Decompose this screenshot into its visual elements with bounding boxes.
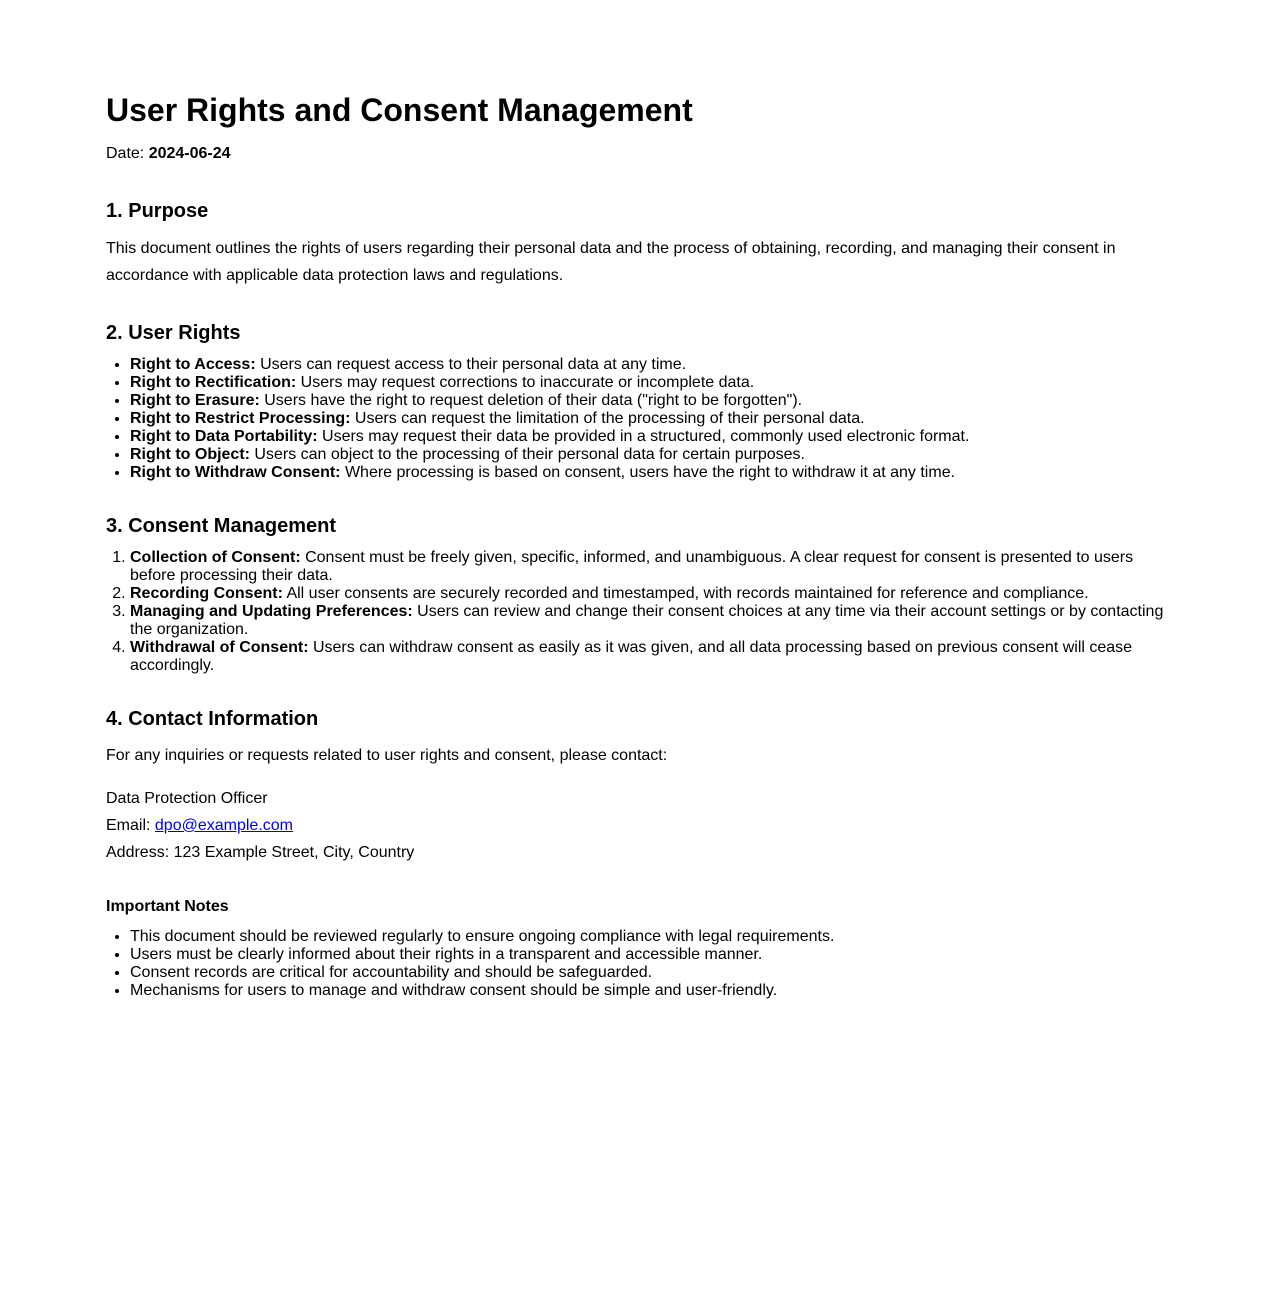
list-item-text: Consent must be freely given, specific, informed, and unambiguous. A clear request for consent is presented to users before processing their data. [130, 549, 1134, 584]
list-item-text: Users have the right to request deletion of their data ("right to be forgotten"). [259, 392, 803, 409]
list-item [130, 392, 1172, 410]
list-item-text: Users may request their data be provided in a structured, commonly used electronic format. [317, 428, 970, 445]
list-item [130, 585, 1172, 603]
list-item [130, 374, 1172, 392]
page-title: User Rights and Consent Management [106, 92, 693, 128]
list-item-text: Users can withdraw consent as easily as it was given, and all data processing based on previous consent will cease accordingly. [130, 639, 1133, 674]
notes-list [106, 928, 1172, 1000]
list-item-label: Right to Restrict Processing: [130, 410, 351, 427]
contact-heading: 4. Contact Information [106, 708, 319, 730]
list-item: • This document should be reviewed regularly to ensure ongoing compliance with legal requirements. [130, 928, 1172, 946]
date-value: 2024-06-24 [148, 145, 231, 162]
list-item [130, 446, 1172, 464]
consent-heading: 3. Consent Management [106, 515, 337, 537]
list-item: • Mechanisms for users to manage and withdraw consent should be simple and user-friendly. [130, 982, 1172, 1000]
contact-email-line [106, 817, 293, 835]
list-item-label: Managing and Updating Preferences: [130, 603, 413, 620]
date-label: Date: [106, 145, 145, 162]
consent-list [106, 549, 1172, 675]
email-label: Email: [106, 817, 155, 834]
document-date [106, 145, 231, 163]
list-item-label: Right to Erasure: [130, 392, 260, 409]
list-item-label: Right to Object: [130, 446, 250, 463]
list-item-label: Right to Data Portability: [130, 428, 318, 445]
list-item-text: Where processing is based on consent, users have the right to withdraw it at any time. [340, 464, 956, 481]
contact-address: Address: 123 Example Street, City, Country [106, 844, 415, 861]
list-item [130, 410, 1172, 428]
contact-officer: Data Protection Officer [106, 790, 268, 807]
user-rights-heading: 2. User Rights [106, 322, 241, 344]
list-item-text: Users can review and change their consent choices at any time via their account settings or by contacting the organization. [130, 603, 1164, 638]
list-item-label: Recording Consent: [130, 585, 283, 602]
list-item-text: All user consents are securely recorded and timestamped, with records maintained for reference and compliance. [282, 585, 1089, 602]
list-item: • Users must be clearly informed about their rights in a transparent and accessible manner. [130, 946, 1172, 964]
list-item-label: Right to Withdraw Consent: [130, 464, 341, 481]
list-item-label: Withdrawal of Consent: [130, 639, 309, 656]
list-item [130, 549, 1172, 585]
purpose-heading: 1. Purpose [106, 200, 209, 222]
notes-heading: Important Notes [106, 898, 229, 915]
list-item-text: Users may request corrections to inaccurate or incomplete data. [296, 374, 755, 391]
email-link[interactable]: dpo@example.com [154, 817, 293, 834]
list-item [130, 639, 1172, 675]
list-item-text: Users can object to the processing of their personal data for certain purposes. [249, 446, 805, 463]
list-item [130, 428, 1172, 446]
list-item: • Consent records are critical for accountability and should be safeguarded. [130, 964, 1172, 982]
list-item [130, 464, 1172, 482]
user-rights-list [106, 356, 1172, 482]
list-item [130, 603, 1172, 639]
list-item [130, 356, 1172, 374]
list-item-text: Users can request access to their personal data at any time. [255, 356, 687, 373]
list-item-label: Collection of Consent: [130, 549, 301, 566]
list-item-label: Right to Rectification: [130, 374, 297, 391]
contact-intro: For any inquiries or requests related to user rights and consent, please contact: [106, 747, 668, 764]
purpose-text: This document outlines the rights of users regarding their personal data and the process of obtaining, recording, and managing their consent in accordance with applicable data protection laws and regulations. [106, 240, 1116, 284]
list-item-text: Users can request the limitation of the processing of their personal data. [350, 410, 865, 427]
list-item-label: Right to Access: [130, 356, 256, 373]
